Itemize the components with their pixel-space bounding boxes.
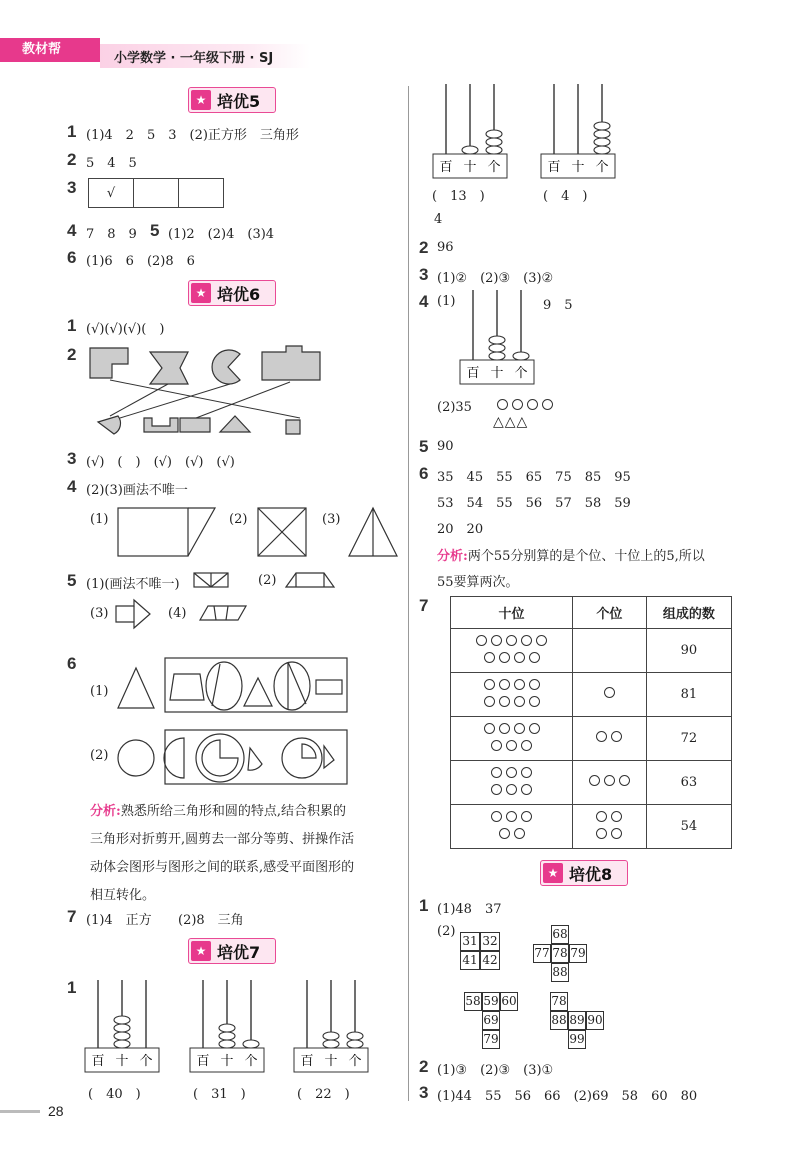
circle-row [495,398,555,415]
pacman-shape [212,350,240,384]
abacus-value: ( 31 ) [193,1087,246,1102]
svg-text:百: 百 [91,1054,105,1069]
star-icon: ★ [191,90,211,110]
section-6-heading: ★ 培优6 [188,280,276,306]
q-number: 4 [67,221,77,240]
table-row: 54 [451,805,732,849]
q-number: 6 [419,464,429,483]
q-number: 1 [67,316,77,335]
abacus-value: ( 4 ) [543,189,588,204]
q-number: 1 [419,896,429,915]
matching-figure [80,342,330,442]
section-8-heading: ★ 培优8 [540,860,628,886]
square-shape [286,420,300,434]
q-number: 1 [67,122,77,141]
rect-shape [180,418,210,432]
q-number: 5 [150,221,160,240]
abacus-4 [540,84,616,180]
star-icon: ★ [543,863,563,883]
analysis-block-6: 分析:熟悉所给三角形和圆的特点,结合积累的 三角形对折剪开,圆剪去一部分等剪、拼操作活 动体会图形与图形之间的联系,感受平面图形的 相互转化。 [90,804,355,903]
sector-shape [98,416,121,434]
q-number: 2 [419,238,429,257]
q-number: 2 [419,1057,429,1076]
number-grid-2: 68 77 78 79 88 [533,925,587,982]
table-row: 72 [451,717,732,761]
header-title: 小学数学 · 一年级下册 · SJ [114,51,274,66]
abacus-value: ( 22 ) [297,1087,350,1102]
svg-text:百: 百 [439,160,453,175]
star-icon: ★ [191,941,211,961]
q-number: 1 [67,978,77,997]
page-number: 28 [48,1103,64,1119]
table-row: 90 [451,629,732,673]
analysis-block-right: 分析:两个55分别算的是个位、十位上的5,所以 55要算两次。 [437,549,705,590]
q-number: 4 [419,292,429,311]
q-number: 3 [419,265,429,284]
abacus-40 [84,980,160,1074]
q4-figures [115,505,405,559]
abacus-22 [293,980,369,1074]
header-tag: 教材帮 [0,38,100,62]
answer-text: (1)4 2 5 3 (2)正方形 三角形 [86,128,299,143]
answer-text: 7 8 9 [86,227,137,242]
q-number: 6 [67,248,77,267]
answer-text: 5 4 5 [86,156,137,171]
q-number: 3 [67,178,77,197]
q-number: 7 [419,596,429,615]
workbook-page: 教材帮 小学数学 · 一年级下册 · SJ ★ 培优5 1 (1)4 2 5 3 (2)正方形 三角形 2 5 4 5 3 √ 4 7 8 9 5 (1)2 (2)4 (3)4 6 (1)6 6 (2)8 6 ★ 培优6 1 (√)(√)(√)( ) 2 3 (√) ( ) (√) (√) (√) 4 (2)(3)画法不唯一 (1) (2) (3) 5 (1)(画法不唯一) (2) (3) (4) 6 (1) (2) 分析:熟悉所给三角形和圆的特点,结合积累的 三角形对折剪开,圆剪去一部分等剪、拼操作活 动体会图形与图形之间的联系,感受平面图形的 相互转化。 7 (1)4 正方 (2)8 三角 ★ 培优7 1 ( 40 ) ( 31 ) ( 22 ) ( 13 ) ( 4 ) 4 2 96 3 (1)② (2)③ (3)② 4 (1) 9 5 (2)35 △△△ 5 90 6 35 45 55 65 75 85 95 53 54 55 56 57 58 59 20 20 分析:两个55分别算的是个位、十位上的5,所以 55要算两次。 7 十位 个位 组成的数 90 81 72 63 54 ★ 培优8 1 (1)48 37 (2) 31 32 41 42 68 77 78 79 88 58 59 60 69 79 78 88 89 90 99 2 (1)③ (2)③ (3)① 3 (1)44 55 56 66 (2)69 58 60 80 28 百 十 个 百 十 个 百 十 个 百 十 个 百 十 个 百 十 个 [0,0,800,1158]
q-number: 5 [419,437,429,456]
column-divider [408,86,409,1101]
answer-text: (1)2 (2)4 (3)4 [168,227,275,242]
q5-figures [110,570,350,630]
svg-text:个: 个 [244,1054,258,1069]
answer-text: (2)8 三角 [178,913,244,928]
svg-text:百: 百 [547,160,561,175]
q-number: 7 [67,907,77,926]
q-number: 3 [419,1083,429,1102]
svg-text:十: 十 [115,1054,129,1069]
svg-text:个: 个 [595,160,609,175]
l-shape [90,348,128,378]
place-value-table: 十位 个位 组成的数 90 81 72 63 54 [450,596,732,849]
footer-bar [0,1110,40,1113]
q-number: 2 [67,345,77,364]
q-number: 2 [67,150,77,169]
number-grid-3: 58 59 60 69 79 [464,992,518,1049]
q-number: 5 [67,571,77,590]
notch-shape [144,418,178,432]
answer-text: (1)4 正方 [86,913,152,928]
answer-text: (√)(√)(√)( ) [86,322,165,337]
q6-figures [112,652,352,786]
svg-text:个: 个 [348,1054,362,1069]
answer-text: (1)6 6 (2)8 6 [86,254,195,269]
number-grid-4: 78 88 89 90 99 [550,992,604,1049]
svg-text:十: 十 [463,160,477,175]
svg-text:个: 个 [514,366,528,381]
section-5-heading: ★ 培优5 [188,87,276,113]
svg-text:个: 个 [139,1054,153,1069]
q-number: 3 [67,449,77,468]
table-row: 81 [451,673,732,717]
table-row: 63 [451,761,732,805]
svg-text:百: 百 [466,366,480,381]
abacus-31 [189,980,265,1074]
abacus-value: ( 13 ) [432,189,485,204]
q-number: 6 [67,654,77,673]
abacus-35 [459,290,535,386]
abacus-13 [432,84,508,180]
abacus-value: ( 40 ) [88,1087,141,1102]
star-icon: ★ [191,283,211,303]
svg-text:十: 十 [490,366,504,381]
svg-text:十: 十 [220,1054,234,1069]
section-7-heading: ★ 培优7 [188,938,276,964]
answer-text: (√) ( ) (√) (√) (√) [86,455,235,470]
check-grid: √ [88,178,224,208]
triangle-shape [220,416,250,432]
q-number: 4 [67,477,77,496]
svg-text:百: 百 [196,1054,210,1069]
answer-text: (2)(3)画法不唯一 [86,483,188,498]
step-shape [262,346,320,380]
triangles: △△△ [493,414,529,430]
svg-text:百: 百 [300,1054,314,1069]
svg-text:个: 个 [487,160,501,175]
bowtie-shape [150,352,188,384]
number-grid-1: 31 32 41 42 [460,932,500,970]
svg-text:十: 十 [324,1054,338,1069]
svg-text:十: 十 [571,160,585,175]
